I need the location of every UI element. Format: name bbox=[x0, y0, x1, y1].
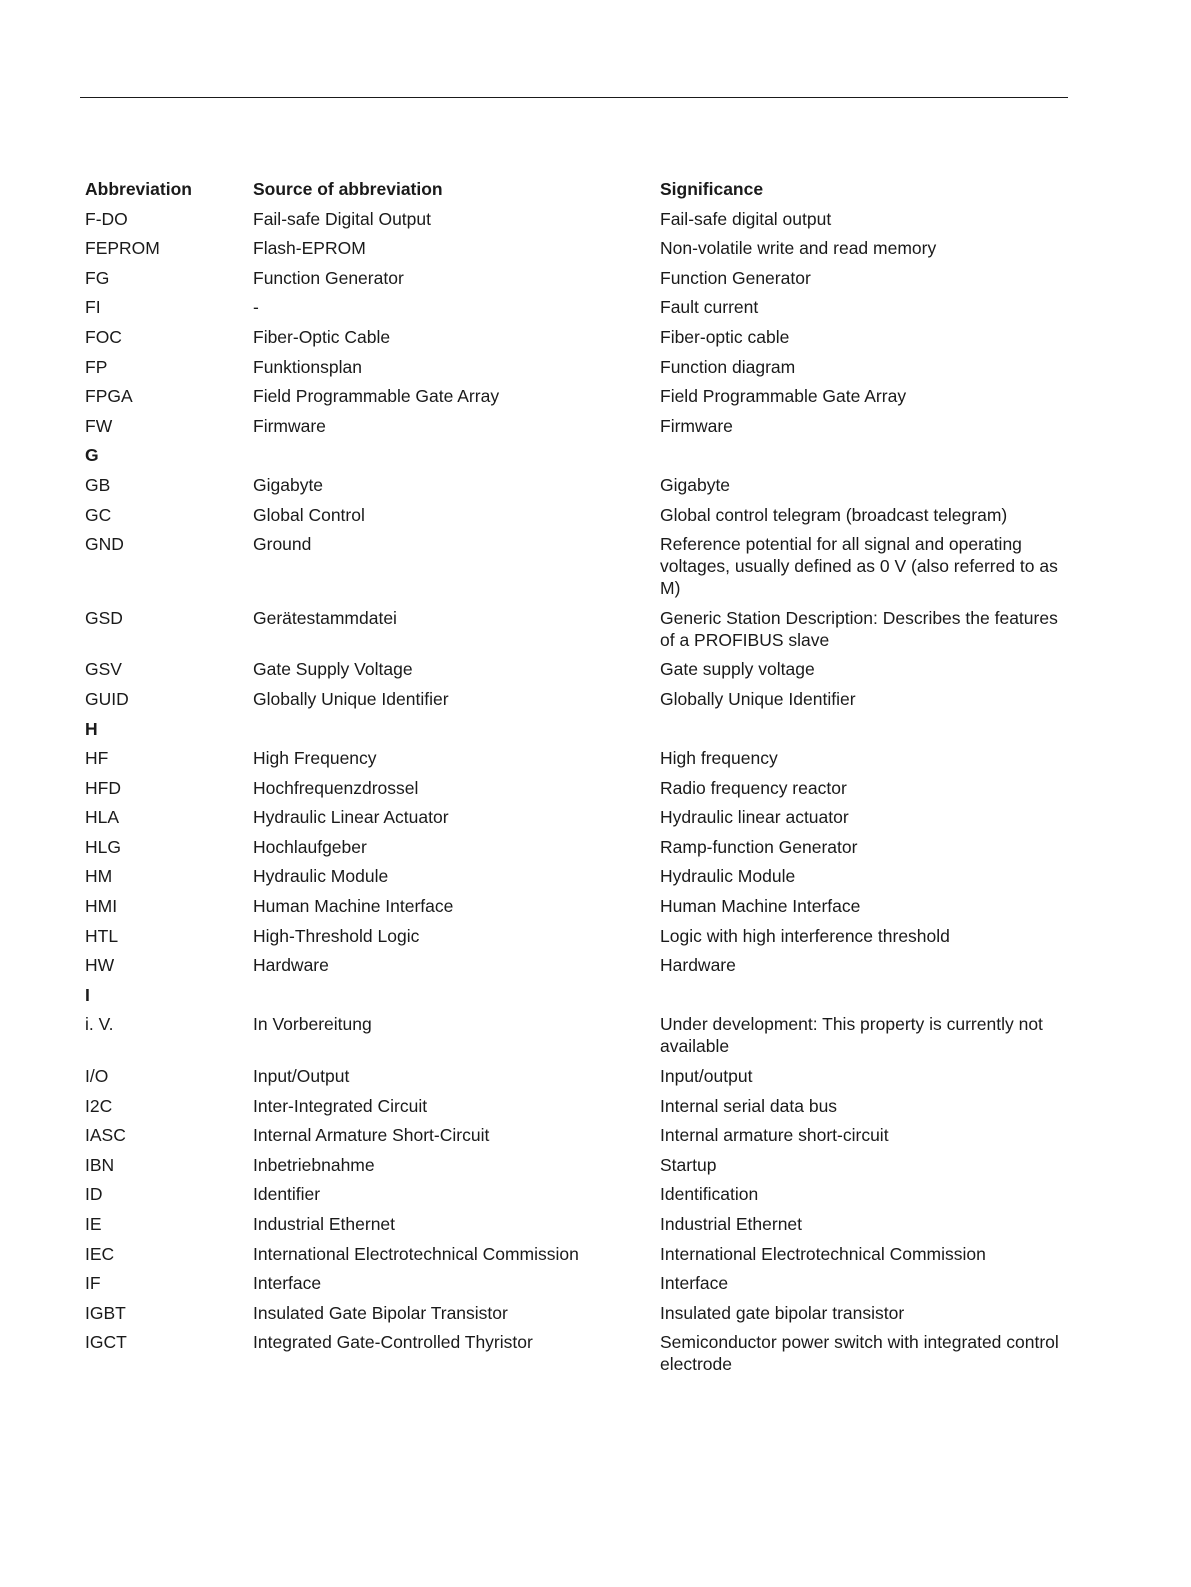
source-cell: High Frequency bbox=[253, 748, 377, 769]
table-row bbox=[85, 861, 1070, 891]
table-row bbox=[85, 529, 1070, 603]
source-cell: Internal Armature Short-Circuit bbox=[253, 1125, 490, 1146]
abbreviation-cell: GB bbox=[85, 474, 111, 495]
significance-cell: Hydraulic linear actuator bbox=[660, 807, 849, 828]
table-header bbox=[85, 174, 1070, 204]
abbreviation-cell: HLG bbox=[85, 836, 121, 857]
abbreviation-table bbox=[85, 174, 1070, 1379]
source-cell: Gate Supply Voltage bbox=[253, 659, 413, 680]
significance-cell: Internal serial data bus bbox=[660, 1095, 838, 1116]
source-cell: High-Threshold Logic bbox=[253, 925, 420, 946]
source-cell: Hydraulic Module bbox=[253, 866, 389, 887]
abbreviation-cell: HFD bbox=[85, 777, 121, 798]
header-source: Source of abbreviation bbox=[253, 179, 443, 199]
table-body bbox=[85, 204, 1070, 1379]
significance-cell: Fail-safe digital output bbox=[660, 208, 832, 229]
table-row bbox=[85, 832, 1070, 862]
significance-cell: Under development: This property is currently not available bbox=[660, 1014, 1043, 1057]
significance-cell: Hardware bbox=[660, 955, 736, 976]
abbreviation-cell: IF bbox=[85, 1273, 101, 1294]
table-row bbox=[85, 654, 1070, 684]
table-row bbox=[85, 802, 1070, 832]
header-significance: Significance bbox=[660, 179, 764, 199]
significance-cell: Identification bbox=[660, 1184, 759, 1205]
source-cell: Hydraulic Linear Actuator bbox=[253, 807, 449, 828]
abbreviation-cell: HMI bbox=[85, 896, 118, 917]
source-cell: Integrated Gate-Controlled Thyristor bbox=[253, 1332, 533, 1353]
abbreviation-cell: FPGA bbox=[85, 386, 133, 407]
table-row bbox=[85, 1209, 1070, 1239]
section-letter-row bbox=[85, 980, 1070, 1010]
section-letter-row bbox=[85, 714, 1070, 744]
abbreviation-cell: IEC bbox=[85, 1243, 115, 1264]
abbreviation-cell: GC bbox=[85, 504, 112, 525]
table-row bbox=[85, 411, 1070, 441]
significance-cell: Industrial Ethernet bbox=[660, 1214, 803, 1234]
abbreviation-cell: IGBT bbox=[85, 1302, 126, 1323]
table-row bbox=[85, 470, 1070, 500]
significance-cell: Hydraulic Module bbox=[660, 866, 796, 887]
significance-cell: Input/output bbox=[660, 1066, 753, 1087]
table-row bbox=[85, 1120, 1070, 1150]
source-cell: Inbetriebnahme bbox=[253, 1154, 375, 1175]
source-cell: Inter-Integrated Circuit bbox=[253, 1095, 428, 1116]
significance-cell: Internal armature short-circuit bbox=[660, 1125, 889, 1146]
source-cell: Globally Unique Identifier bbox=[253, 688, 449, 709]
table-row bbox=[85, 204, 1070, 234]
source-cell: Input/Output bbox=[253, 1066, 350, 1087]
table-row bbox=[85, 263, 1070, 293]
abbreviation-cell: GUID bbox=[85, 688, 129, 709]
abbreviation-cell: HF bbox=[85, 748, 109, 769]
source-cell: Funktionsplan bbox=[253, 356, 362, 377]
abbreviation-cell: FG bbox=[85, 267, 110, 288]
abbreviation-cell: I2C bbox=[85, 1095, 113, 1116]
table-row bbox=[85, 921, 1070, 951]
significance-cell: Radio frequency reactor bbox=[660, 777, 847, 798]
abbreviation-cell: FOC bbox=[85, 326, 122, 347]
significance-cell: Globally Unique Identifier bbox=[660, 688, 856, 709]
significance-cell: Ramp-function Generator bbox=[660, 836, 858, 857]
abbreviation-cell: HTL bbox=[85, 925, 119, 946]
abbreviation-cell: F-DO bbox=[85, 208, 128, 229]
source-cell: Firmware bbox=[253, 415, 326, 436]
significance-cell: Semiconductor power switch with integrated control electrode bbox=[660, 1332, 1059, 1375]
significance-cell: Fault current bbox=[660, 297, 759, 318]
table-row bbox=[85, 891, 1070, 921]
section-letter: H bbox=[85, 718, 98, 739]
significance-cell: Gate supply voltage bbox=[660, 659, 815, 680]
source-cell: Gerätestammdatei bbox=[253, 607, 397, 628]
significance-cell: Insulated gate bipolar transistor bbox=[660, 1302, 905, 1323]
table-row bbox=[85, 1327, 1070, 1379]
abbreviation-cell: HM bbox=[85, 866, 113, 887]
significance-cell: Logic with high interference threshold bbox=[660, 925, 950, 946]
significance-cell: International Electrotechnical Commission bbox=[660, 1243, 986, 1264]
abbreviation-cell: HW bbox=[85, 955, 115, 976]
abbreviation-cell: IBN bbox=[85, 1154, 115, 1175]
significance-cell: Global control telegram (broadcast telegram) bbox=[660, 504, 1008, 525]
abbreviation-cell: IGCT bbox=[85, 1332, 127, 1353]
table-row bbox=[85, 352, 1070, 382]
significance-cell: Field Programmable Gate Array bbox=[660, 386, 907, 407]
table-row bbox=[85, 684, 1070, 714]
table-row bbox=[85, 1298, 1070, 1328]
table-row bbox=[85, 1150, 1070, 1180]
table-row bbox=[85, 1239, 1070, 1269]
table-row bbox=[85, 233, 1070, 263]
significance-cell: Interface bbox=[660, 1273, 729, 1294]
abbreviation-cell: ID bbox=[85, 1184, 103, 1205]
table-row bbox=[85, 1179, 1070, 1209]
abbreviation-cell: i. V. bbox=[85, 1014, 114, 1035]
abbreviation-cell: FW bbox=[85, 415, 113, 436]
significance-cell: Gigabyte bbox=[660, 474, 731, 495]
section-letter-row bbox=[85, 440, 1070, 470]
significance-cell: Fiber-optic cable bbox=[660, 326, 790, 347]
source-cell: Function Generator bbox=[253, 267, 404, 288]
significance-cell: High frequency bbox=[660, 748, 778, 769]
source-cell: Hochlaufgeber bbox=[253, 836, 367, 857]
source-cell: Flash-EPROM bbox=[253, 238, 366, 259]
source-cell: Insulated Gate Bipolar Transistor bbox=[253, 1302, 508, 1323]
table-row bbox=[85, 1091, 1070, 1121]
source-cell: In Vorbereitung bbox=[253, 1014, 372, 1035]
source-cell: Gigabyte bbox=[253, 474, 324, 495]
source-cell: International Electrotechnical Commission bbox=[253, 1243, 579, 1264]
table-row bbox=[85, 1061, 1070, 1091]
source-cell: Fiber-Optic Cable bbox=[253, 326, 391, 347]
source-cell: Hardware bbox=[253, 955, 329, 976]
source-cell: Interface bbox=[253, 1273, 322, 1294]
abbreviation-cell: HLA bbox=[85, 807, 120, 828]
significance-cell: Generic Station Description: Describes the features of a PROFIBUS slave bbox=[660, 607, 1058, 650]
significance-cell: Human Machine Interface bbox=[660, 896, 861, 917]
significance-cell: Reference potential for all signal and operating voltages, usually defined as 0 V (also referred to as M) bbox=[660, 534, 1058, 599]
significance-cell: Startup bbox=[660, 1154, 717, 1175]
table-row bbox=[85, 950, 1070, 980]
abbreviation-cell: IE bbox=[85, 1214, 102, 1234]
abbreviation-cell: FP bbox=[85, 356, 108, 377]
table-row bbox=[85, 322, 1070, 352]
source-cell: Hochfrequenzdrossel bbox=[253, 777, 419, 798]
top-rule bbox=[80, 97, 1068, 98]
significance-cell: Non-volatile write and read memory bbox=[660, 238, 937, 259]
abbreviation-cell: IASC bbox=[85, 1125, 126, 1146]
significance-cell: Function Generator bbox=[660, 267, 811, 288]
source-cell: - bbox=[253, 297, 259, 318]
table-row bbox=[85, 1268, 1070, 1298]
table-row bbox=[85, 773, 1070, 803]
table-row bbox=[85, 603, 1070, 655]
source-cell: Industrial Ethernet bbox=[253, 1214, 396, 1234]
source-cell: Identifier bbox=[253, 1184, 321, 1205]
abbreviation-cell: I/O bbox=[85, 1066, 109, 1087]
table-row bbox=[85, 381, 1070, 411]
table-row bbox=[85, 743, 1070, 773]
significance-cell: Function diagram bbox=[660, 356, 796, 377]
source-cell: Global Control bbox=[253, 504, 365, 525]
table-row bbox=[85, 1009, 1070, 1061]
table-row bbox=[85, 292, 1070, 322]
section-letter: G bbox=[85, 445, 99, 466]
source-cell: Fail-safe Digital Output bbox=[253, 208, 431, 229]
abbreviation-cell: GSD bbox=[85, 607, 123, 628]
source-cell: Field Programmable Gate Array bbox=[253, 386, 500, 407]
source-cell: Human Machine Interface bbox=[253, 896, 454, 917]
table-row bbox=[85, 500, 1070, 530]
abbreviation-cell: FI bbox=[85, 297, 101, 318]
section-letter: I bbox=[85, 984, 90, 1005]
header-abbreviation: Abbreviation bbox=[85, 179, 192, 199]
source-cell: Ground bbox=[253, 534, 312, 555]
abbreviation-cell: GND bbox=[85, 534, 124, 555]
significance-cell: Firmware bbox=[660, 415, 733, 436]
abbreviation-cell: FEPROM bbox=[85, 238, 160, 259]
abbreviation-cell: GSV bbox=[85, 659, 122, 680]
